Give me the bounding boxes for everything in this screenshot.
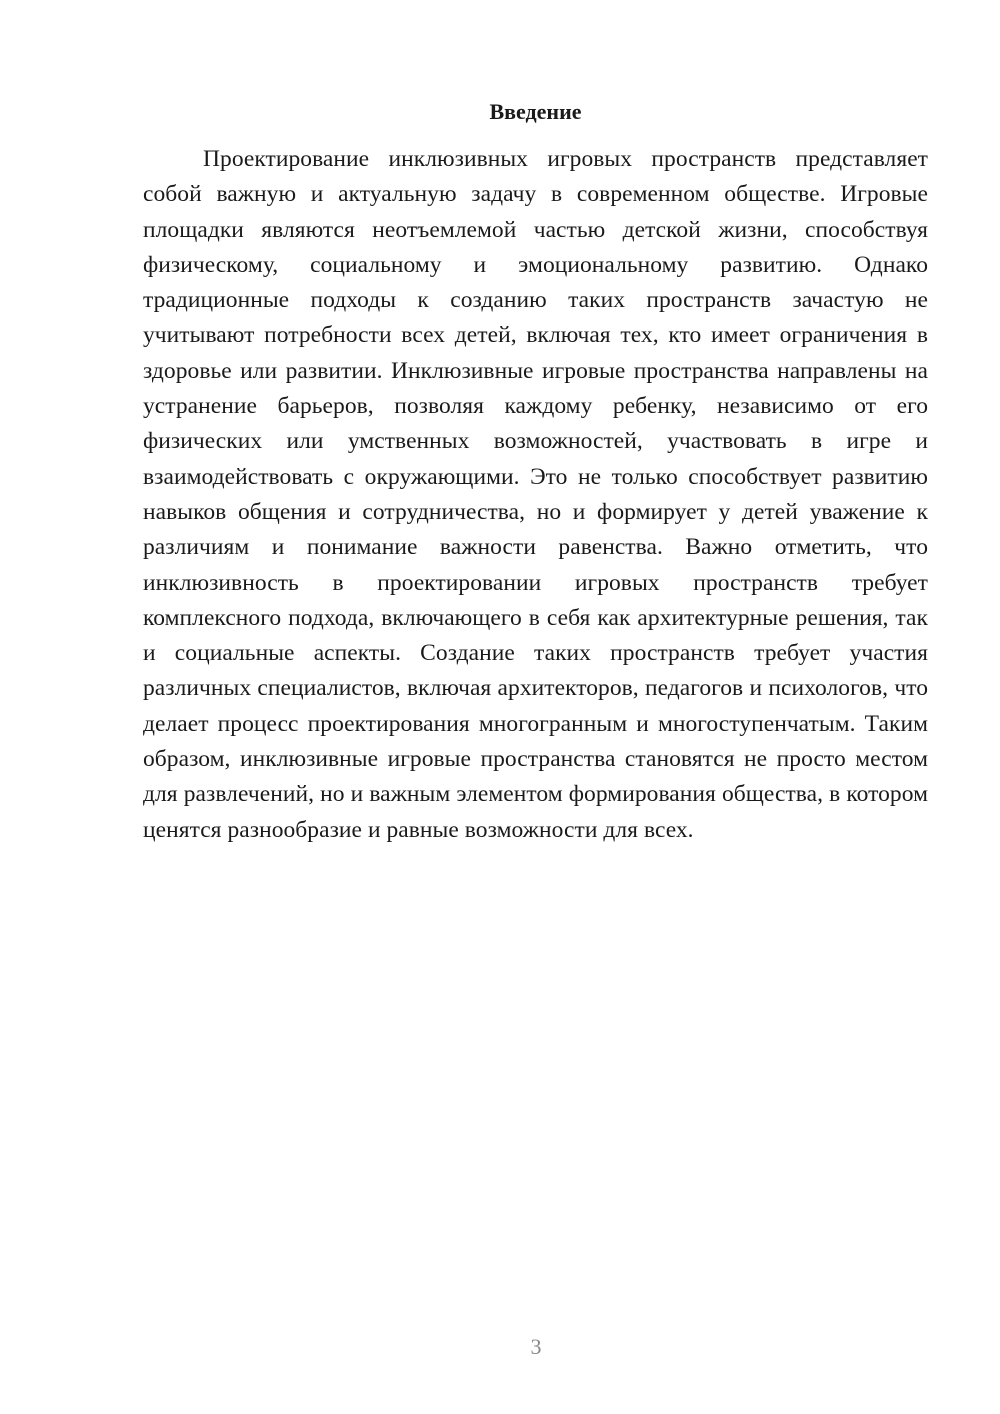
page-title: Введение bbox=[489, 99, 582, 124]
page-number: 3 bbox=[530, 1334, 542, 1359]
body-paragraph: Проектирование инклюзивных игровых пространств представляет собой важную и актуальную задачу в современном обществе. Игровые площадки являются неотъемлемой частью детской жизни, способствуя физическому, социальному и эмоциональному развитию. Однако традиционные подходы к созданию таких пространств зачастую не учитывают потребности всех детей, включая тех, кто имеет ограничения в здоровье или развитии. Инклюзивные игровые пространства направлены на устранение барьеров, позволяя каждому ребенку, независимо от его физических или умственных возможностей, участвовать в игре и взаимодействовать с окружающими. Это не только способствует развитию навыков общения и сотрудничества, но и формирует у детей уважение к различиям и понимание важности равенства. Важно отметить, что инклюзивность в проектировании игровых пространств требует комплексного подхода, включающего в себя как архитектурные решения, так и социальные аспекты. Создание таких пространств требует участия различных специалистов, включая архитекторов, педагогов и психологов, что делает процесс проектирования многогранным и многоступенчатым. Таким образом, инклюзивные игровые пространства становятся не просто местом для развлечений, но и важным элементом формирования общества, в котором ценятся разнообразие и равные возможности для всех. bbox=[143, 146, 928, 843]
